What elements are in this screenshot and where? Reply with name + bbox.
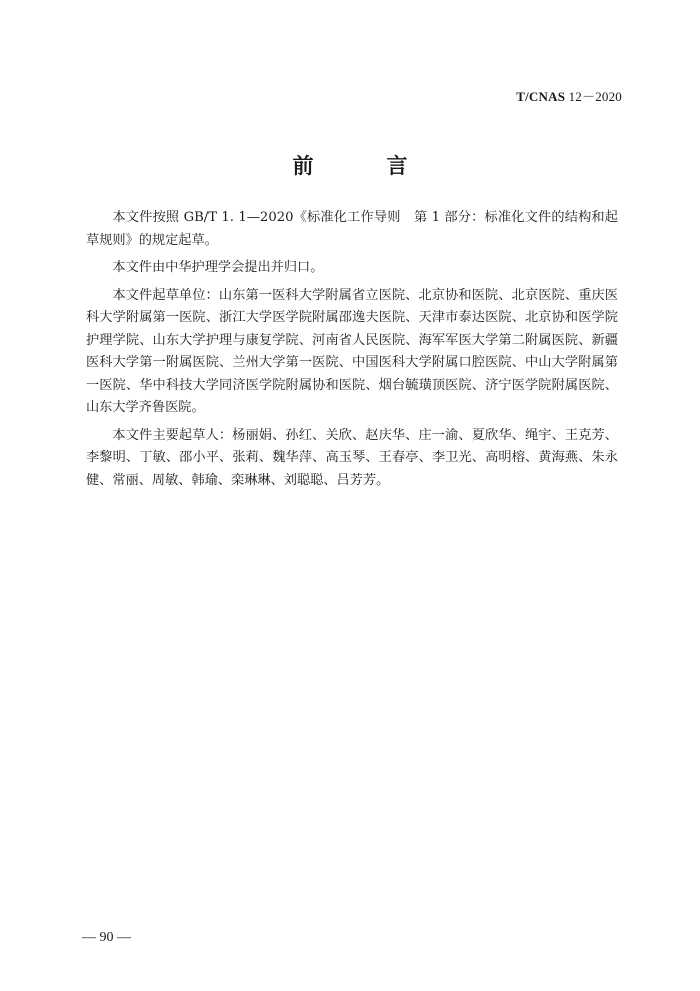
page-title: 前 言	[292, 154, 434, 178]
paragraph-drafting-units: 本文件起草单位：山东第一医科大学附属省立医院、北京协和医院、北京医院、重庆医科大学附属第一医院、浙江大学医学院附属邵逸夫医院、天津市泰达医院、北京协和医学院护理学院、山东大学护理与康复学院、河南省人民医院、海军军医大学第二附属医院、新疆医科大学第一附属医院、兰州大学第一医院、中国医科大学附属口腔医院、中山大学附属第一医院、华中科技大学同济医学院附属协和医院、烟台毓璜顶医院、济宁医学院附属医院、山东大学齐鲁医院。	[86, 287, 618, 415]
document-code-number: 12－2020	[568, 89, 622, 104]
paragraph-proposer: 本文件由中华护理学会提出并归口。	[112, 260, 324, 275]
foreword-body	[86, 207, 618, 497]
document-code-prefix: T/CNAS	[516, 89, 566, 104]
document-code	[516, 86, 622, 105]
paragraph-drafters: 本文件主要起草人：杨丽娟、孙红、关欣、赵庆华、庄一渝、夏欣华、绳宇、王克芳、李黎明、丁敏、邵小平、张莉、魏华萍、高玉琴、王春亭、李卫光、高明榕、黄海燕、朱永健、常丽、周敏、韩瑜、栾琳琳、刘聪聪、吕芳芳。	[86, 427, 618, 488]
page-number: — 90 —	[82, 930, 131, 945]
paragraph-drafting-basis: 本文件按照 GB/T 1. 1—2020《标准化工作导则 第 1 部分：标准化文件的结构和起草规则》的规定起草。	[86, 210, 618, 248]
